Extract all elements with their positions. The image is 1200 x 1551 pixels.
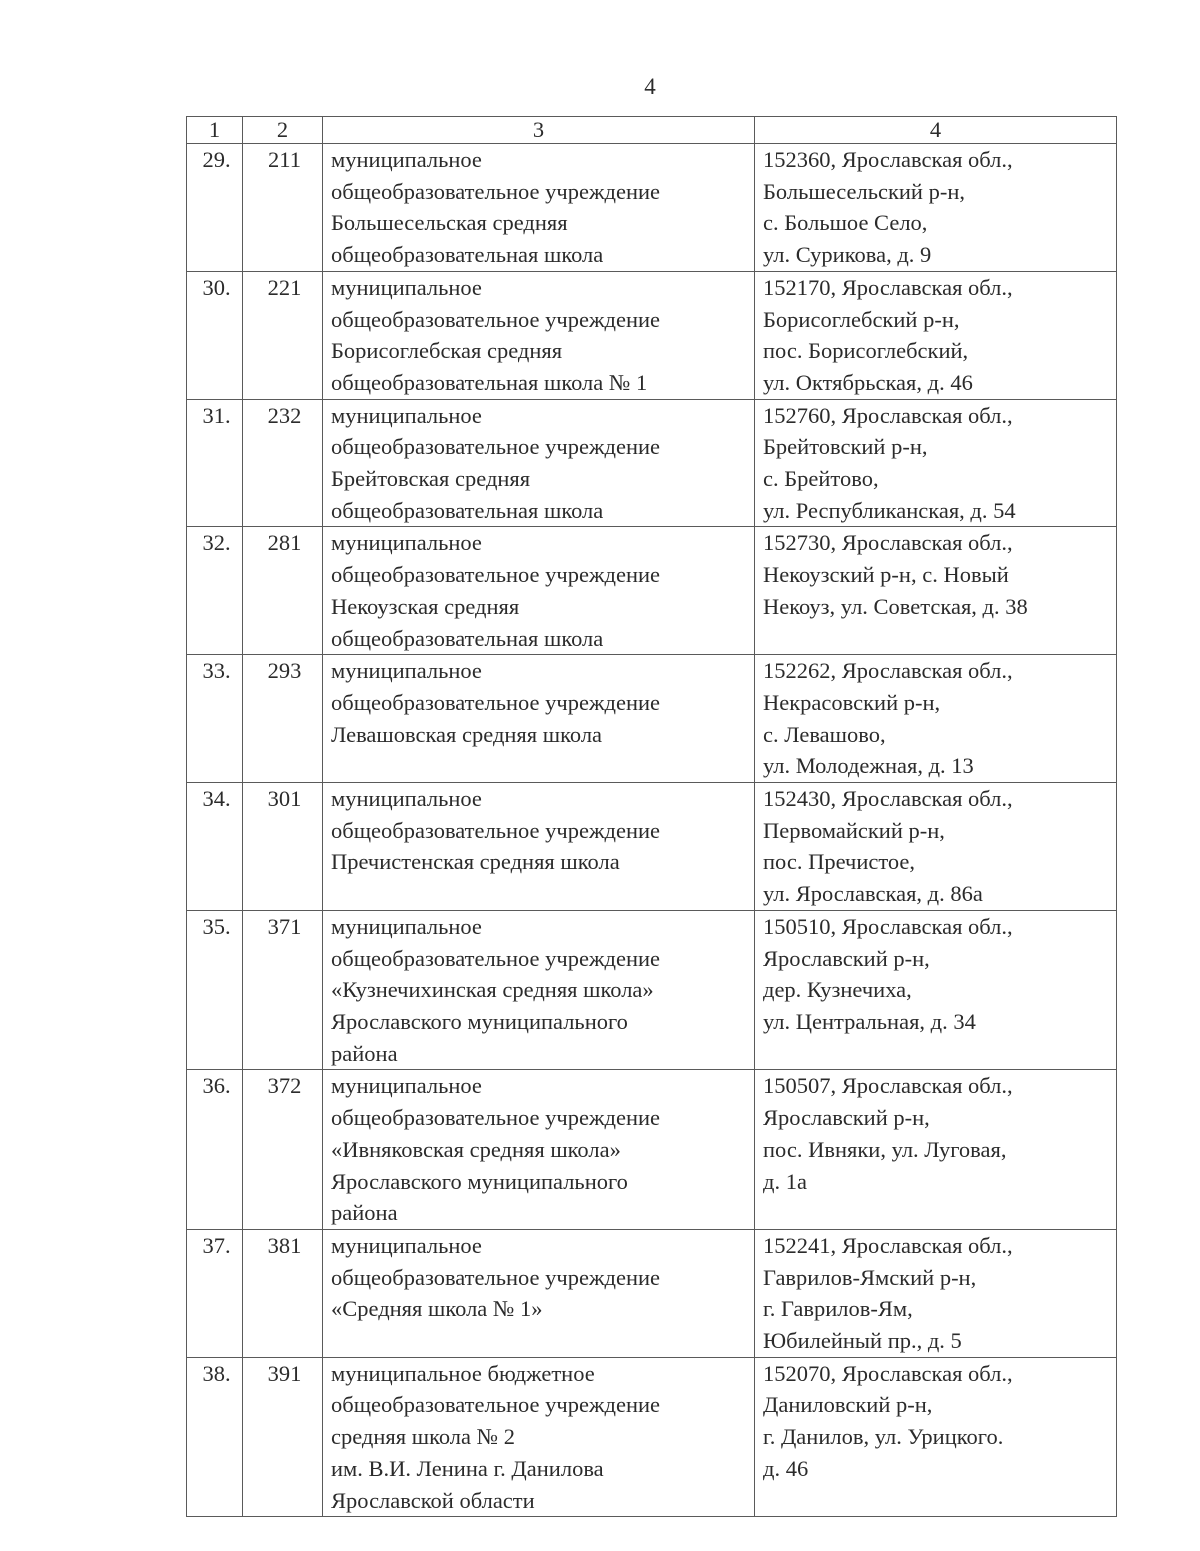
row-number: 31. <box>187 399 243 527</box>
school-name: муниципальное общеобразовательное учреждение Борисоглебская средняя общеобразовательная школа № 1 <box>323 271 755 399</box>
school-code: 381 <box>243 1229 323 1357</box>
school-code: 221 <box>243 271 323 399</box>
table-row <box>187 783 1117 911</box>
table-row <box>187 655 1117 783</box>
school-code: 211 <box>243 144 323 272</box>
school-code: 301 <box>243 783 323 911</box>
column-header-1: 1 <box>187 117 243 144</box>
table-row <box>187 1229 1117 1357</box>
column-header-2: 2 <box>243 117 323 144</box>
school-name: муниципальное бюджетное общеобразовательное учреждение средняя школа № 2 им. В.И. Ленина г. Данилова Ярославской области <box>323 1357 755 1517</box>
row-number: 32. <box>187 527 243 655</box>
school-address: 152170, Ярославская обл., Борисоглебский р-н, пос. Борисоглебский, ул. Октябрьская, д. 46 <box>755 271 1117 399</box>
school-name: муниципальное общеобразовательное учреждение Некоузская средняя общеобразовательная школа <box>323 527 755 655</box>
table-header-row <box>187 117 1117 144</box>
row-number: 33. <box>187 655 243 783</box>
school-name: муниципальное общеобразовательное учреждение Брейтовская средняя общеобразовательная школа <box>323 399 755 527</box>
table-row <box>187 910 1117 1070</box>
row-number: 34. <box>187 783 243 911</box>
school-address: 150507, Ярославская обл., Ярославский р-н, пос. Ивняки, ул. Луговая, д. 1а <box>755 1070 1117 1230</box>
school-code: 371 <box>243 910 323 1070</box>
school-address: 152070, Ярославская обл., Даниловский р-н, г. Данилов, ул. Урицкого. д. 46 <box>755 1357 1117 1517</box>
table-row <box>187 1070 1117 1230</box>
schools-table <box>186 116 1117 1517</box>
school-name: муниципальное общеобразовательное учреждение «Средняя школа № 1» <box>323 1229 755 1357</box>
school-name: муниципальное общеобразовательное учреждение Левашовская средняя школа <box>323 655 755 783</box>
school-name: муниципальное общеобразовательное учреждение «Кузнечихинская средняя школа» Ярославского муниципального района <box>323 910 755 1070</box>
school-name: муниципальное общеобразовательное учреждение Большесельская средняя общеобразовательная школа <box>323 144 755 272</box>
school-address: 152360, Ярославская обл., Большесельский р-н, с. Большое Село, ул. Сурикова, д. 9 <box>755 144 1117 272</box>
school-address: 152241, Ярославская обл., Гаврилов-Ямский р-н, г. Гаврилов-Ям, Юбилейный пр., д. 5 <box>755 1229 1117 1357</box>
row-number: 36. <box>187 1070 243 1230</box>
row-number: 37. <box>187 1229 243 1357</box>
school-name: муниципальное общеобразовательное учреждение «Ивняковская средняя школа» Ярославского муниципального района <box>323 1070 755 1230</box>
school-address: 152760, Ярославская обл., Брейтовский р-н, с. Брейтово, ул. Республиканская, д. 54 <box>755 399 1117 527</box>
school-address: 152430, Ярославская обл., Первомайский р-н, пос. Пречистое, ул. Ярославская, д. 86а <box>755 783 1117 911</box>
row-number: 30. <box>187 271 243 399</box>
row-number: 29. <box>187 144 243 272</box>
row-number: 38. <box>187 1357 243 1517</box>
column-header-4: 4 <box>755 117 1117 144</box>
table-row <box>187 271 1117 399</box>
school-address: 152262, Ярославская обл., Некрасовский р-н, с. Левашово, ул. Молодежная, д. 13 <box>755 655 1117 783</box>
school-name: муниципальное общеобразовательное учреждение Пречистенская средняя школа <box>323 783 755 911</box>
school-code: 281 <box>243 527 323 655</box>
school-code: 391 <box>243 1357 323 1517</box>
school-address: 150510, Ярославская обл., Ярославский р-н, дер. Кузнечиха, ул. Центральная, д. 34 <box>755 910 1117 1070</box>
column-header-3: 3 <box>323 117 755 144</box>
school-code: 232 <box>243 399 323 527</box>
row-number: 35. <box>187 910 243 1070</box>
page-number: 4 <box>644 74 656 99</box>
table-row <box>187 144 1117 272</box>
table-row <box>187 399 1117 527</box>
school-code: 293 <box>243 655 323 783</box>
school-address: 152730, Ярославская обл., Некоузский р-н, с. Новый Некоуз, ул. Советская, д. 38 <box>755 527 1117 655</box>
table-row <box>187 1357 1117 1517</box>
table-row <box>187 527 1117 655</box>
school-code: 372 <box>243 1070 323 1230</box>
